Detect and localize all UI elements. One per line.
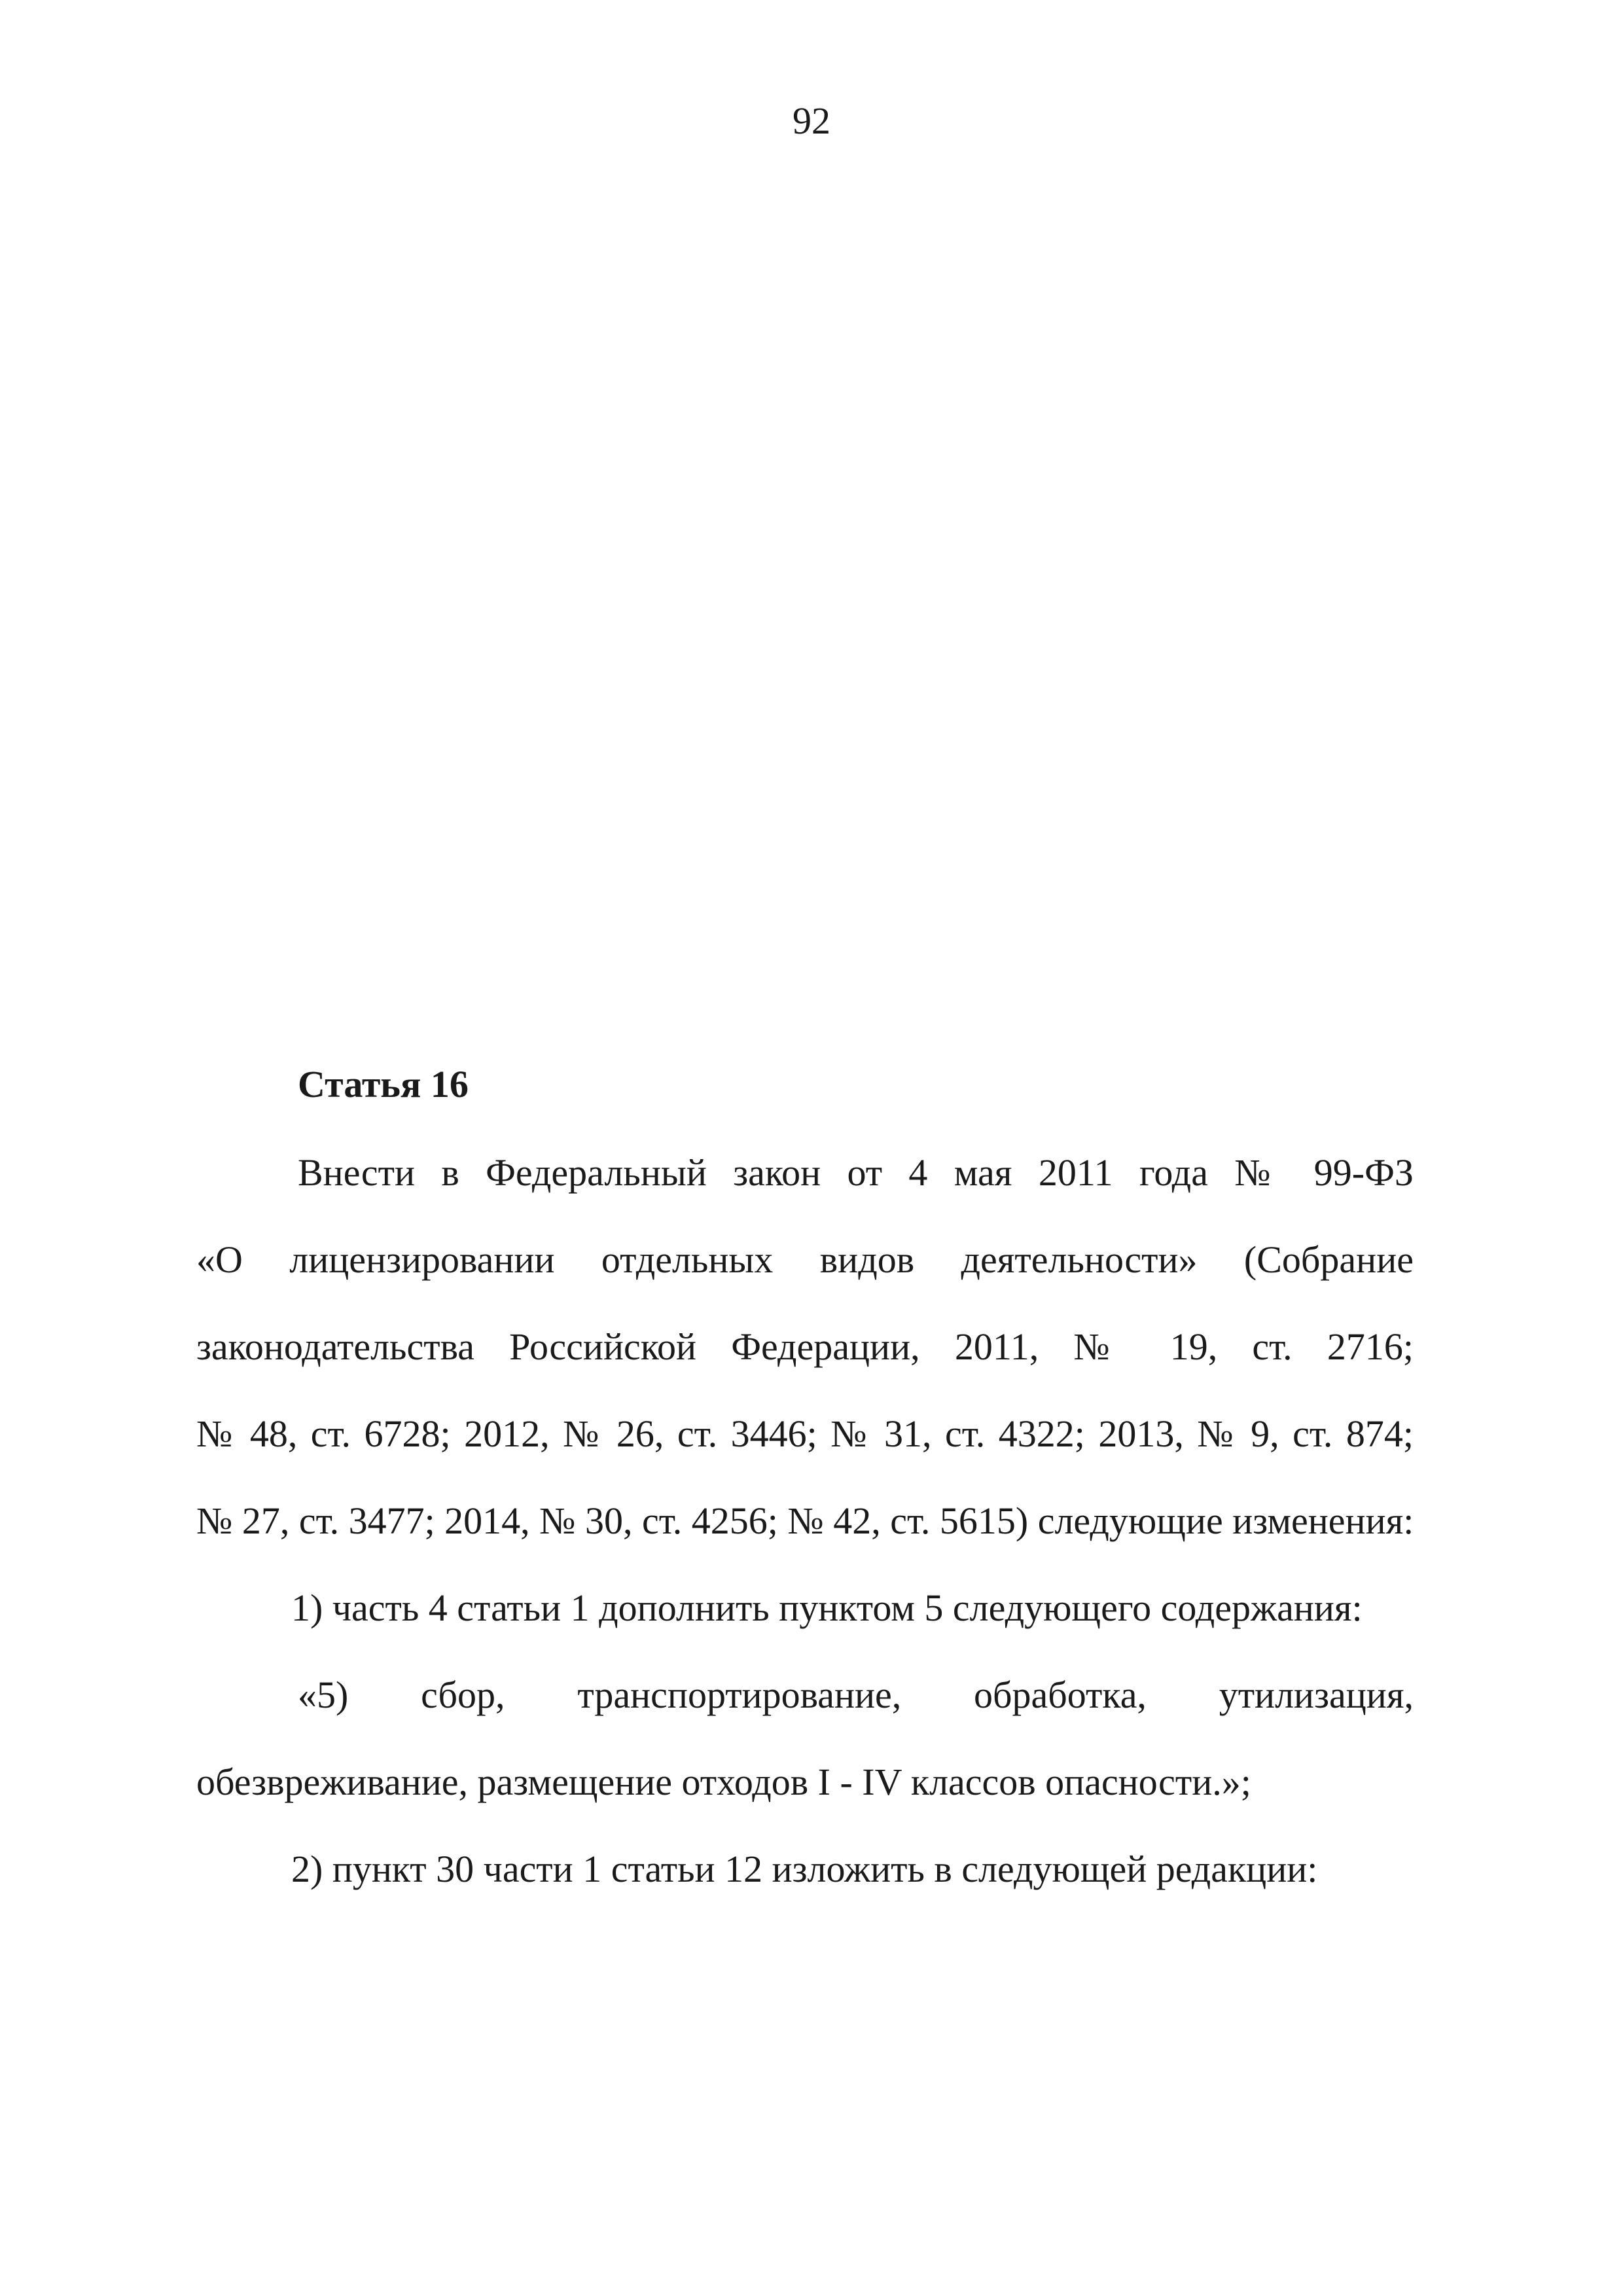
paragraph-line: законодательства Российской Федерации, 2011, № 19, ст. 2716;	[196, 1325, 1414, 1368]
list-item-line: 1) часть 4 статьи 1 дополнить пунктом 5 следующего содержания:	[291, 1587, 1363, 1629]
paragraph-line: Внести в Федеральный закон от 4 мая 2011 года № 99-ФЗ	[298, 1151, 1414, 1194]
paragraph-line: № 48, ст. 6728; 2012, № 26, ст. 3446; № 31, ст. 4322; 2013, № 9, ст. 874;	[196, 1412, 1414, 1455]
quoted-line: обезвреживание, размещение отходов I - IV классов опасности.»;	[196, 1761, 1251, 1803]
paragraph-line: «О лицензировании отдельных видов деятельности» (Собрание	[196, 1238, 1414, 1281]
page-number: 92	[793, 99, 830, 142]
quoted-line: «5) сбор, транспортирование, обработка, утилизация,	[298, 1674, 1414, 1716]
list-item-line: 2) пункт 30 части 1 статьи 12 изложить в следующей редакции:	[291, 1848, 1318, 1890]
article-heading: Статья 16	[298, 1063, 469, 1105]
paragraph-line: № 27, ст. 3477; 2014, № 30, ст. 4256; № 42, ст. 5615) следующие изменения:	[196, 1499, 1414, 1542]
